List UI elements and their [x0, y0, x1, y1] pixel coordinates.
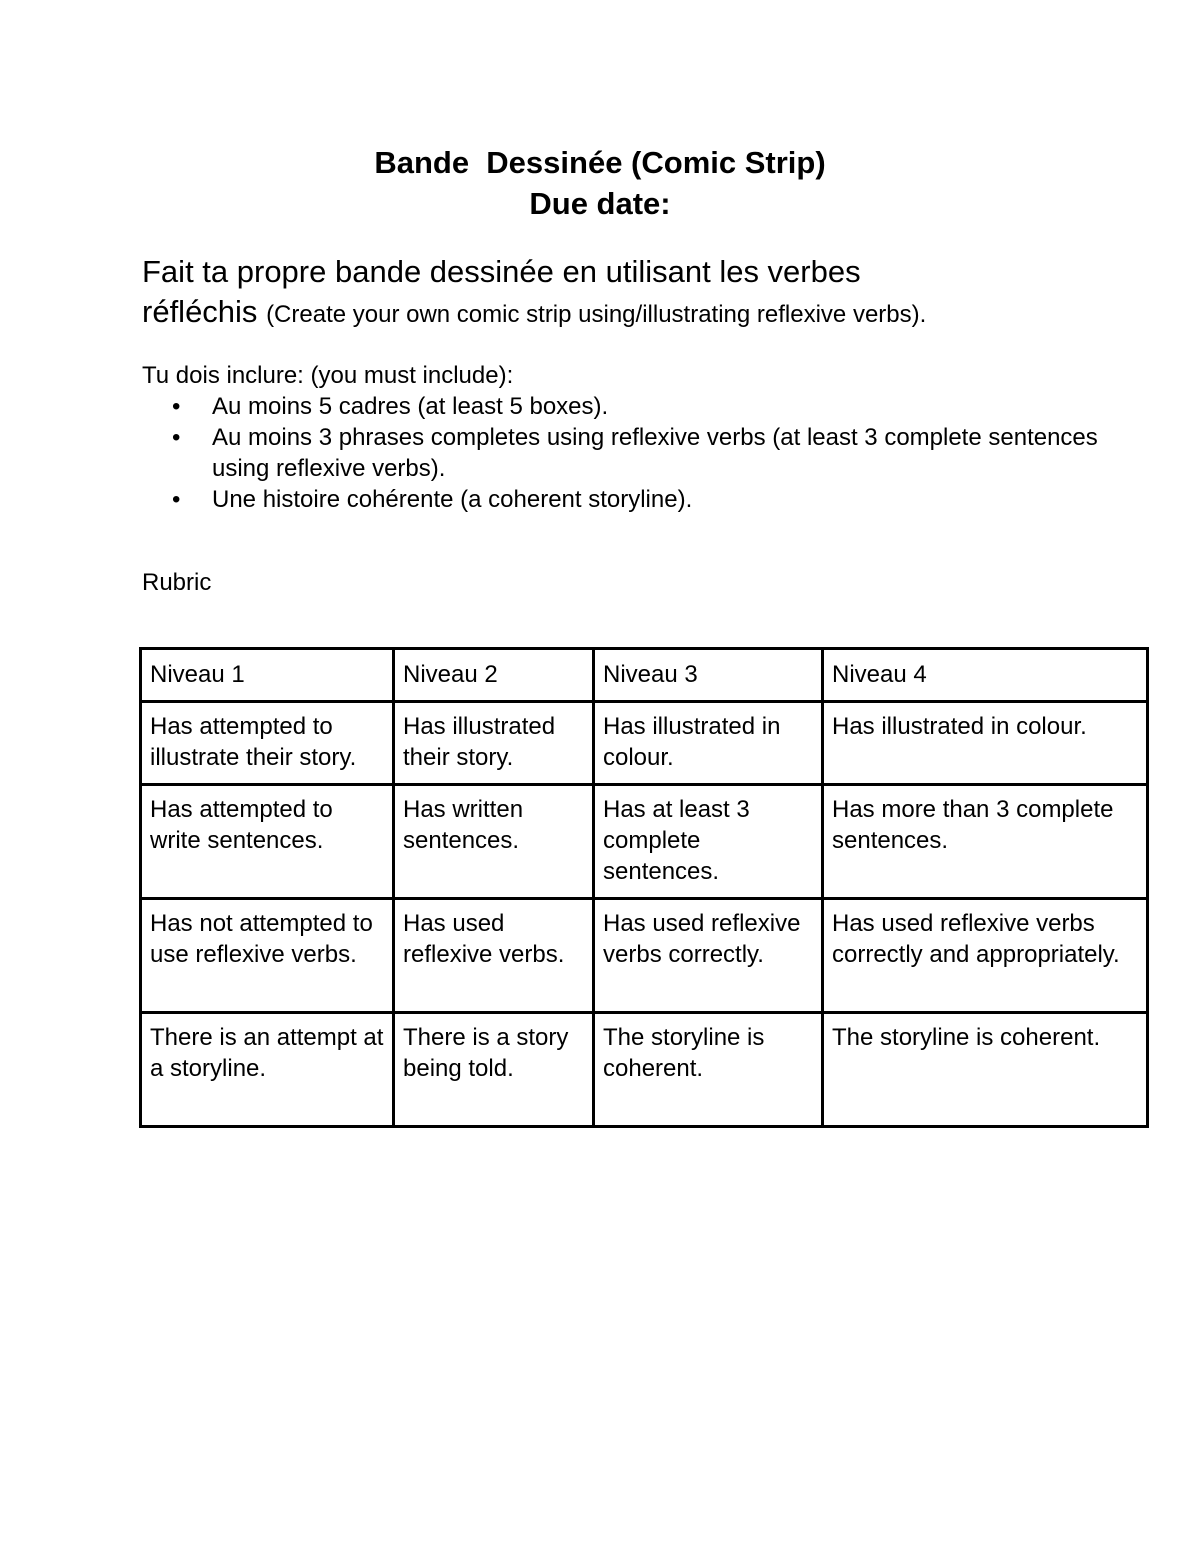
bullet-icon: • — [172, 486, 181, 513]
table-header-row — [141, 649, 1148, 702]
table-cell: Has used reflexive verbs correctly. — [594, 899, 823, 1013]
requirements-list — [142, 391, 1102, 515]
table-cell: There is an attempt at a storyline. — [141, 1013, 394, 1127]
table-row — [141, 899, 1148, 1013]
table-cell: Has attempted to write sentences. — [141, 785, 394, 899]
header-cell-niveau-3: Niveau 3 — [594, 649, 823, 702]
list-item — [142, 422, 1102, 484]
table-cell: Has used reflexive verbs correctly and appropriately. — [823, 899, 1148, 1013]
table-cell: Has more than 3 complete sentences. — [823, 785, 1148, 899]
table-cell: Has illustrated their story. — [394, 702, 594, 785]
requirement-text: Au moins 5 cadres (at least 5 boxes). — [212, 393, 609, 420]
table-cell: Has written sentences. — [394, 785, 594, 899]
intro-french-line-2: réfléchis — [142, 294, 258, 329]
assignment-instructions — [142, 252, 1102, 335]
intro-line-2 — [142, 292, 1102, 335]
intro-french-line-1: Fait ta propre bande dessinée en utilisant les verbes — [142, 254, 861, 289]
table-cell: The storyline is coherent. — [823, 1013, 1148, 1127]
table-cell: Has illustrated in colour. — [594, 702, 823, 785]
table-cell: Has used reflexive verbs. — [394, 899, 594, 1013]
list-item — [142, 484, 1102, 515]
table-cell: Has illustrated in colour. — [823, 702, 1148, 785]
requirement-text: Une histoire cohérente (a coherent storyline). — [212, 486, 693, 513]
table-cell: Has not attempted to use reflexive verbs. — [141, 899, 394, 1013]
list-item — [142, 391, 1102, 422]
header-cell-niveau-1: Niveau 1 — [141, 649, 394, 702]
requirements-section — [142, 360, 1102, 515]
document-title — [0, 142, 1200, 224]
requirements-lead: Tu dois inclure: (you must include): — [142, 362, 514, 389]
table-row — [141, 785, 1148, 899]
table-row — [141, 702, 1148, 785]
bullet-icon: • — [172, 393, 181, 420]
header-cell-niveau-4: Niveau 4 — [823, 649, 1148, 702]
title-line-1: Bande Dessinée (Comic Strip) — [374, 145, 826, 180]
table-cell: There is a story being told. — [394, 1013, 594, 1127]
bullet-icon: • — [172, 424, 181, 451]
table-cell: Has attempted to illustrate their story. — [141, 702, 394, 785]
table-cell: The storyline is coherent. — [594, 1013, 823, 1127]
table-cell: Has at least 3 complete sentences. — [594, 785, 823, 899]
due-date-line: Due date: — [529, 186, 671, 221]
header-cell-niveau-2: Niveau 2 — [394, 649, 594, 702]
requirement-text: Au moins 3 phrases completes using reflexive verbs (at least 3 complete sentences using reflexive verbs). — [212, 424, 1098, 482]
rubric-heading: Rubric — [142, 569, 212, 596]
table-row — [141, 1013, 1148, 1127]
intro-english-translation: (Create your own comic strip using/illustrating reflexive verbs). — [266, 301, 927, 328]
rubric-table — [139, 647, 1149, 1128]
